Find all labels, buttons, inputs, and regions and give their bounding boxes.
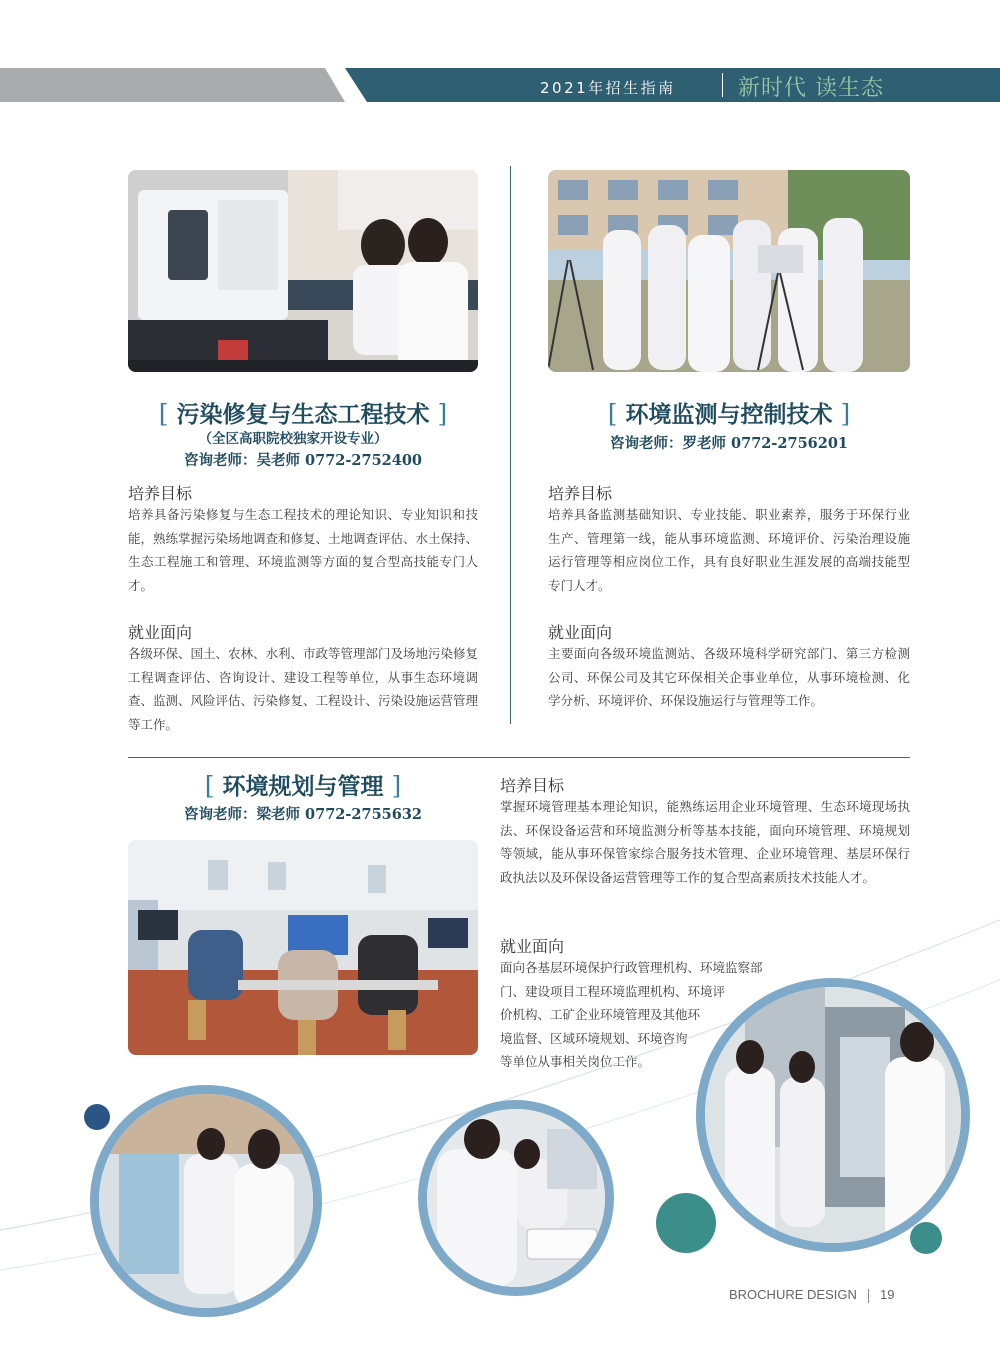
decorative-dot-teal-large: [656, 1193, 716, 1253]
header-year-title: 2021年招生指南: [540, 79, 676, 97]
page-number: 19: [880, 1287, 895, 1302]
employment-line: 门、建设项目工程环境监理机构、环境评: [500, 983, 726, 999]
program1-goal-text: 培养具备污染修复与生态工程技术的理论知识、专业知识和技能，熟练掌握污染场地调查和修复、土地调查评估、水土保持、生态工程施工和管理、环境监测等方面的复合型高技能专门人才。: [128, 507, 479, 593]
program1-title-text: 污染修复与生态工程技术: [176, 401, 430, 428]
program1-employment-heading: 就业面向: [128, 623, 193, 642]
program3-title: [ 环境规划与管理 ]: [204, 771, 402, 800]
program2-employment-text: 主要面向各级环境监测站、各级环境科学研究部门、第三方检测公司、环保公司及其它环保相关企事业单位，从事环境检测、化学分析、环境评价、环保设施运行与管理等工作。: [548, 646, 910, 708]
circle-photo-equipment: [696, 978, 970, 1252]
program2-employment-heading: 就业面向: [548, 623, 613, 642]
circle-photo-demo: [90, 1085, 322, 1317]
program2-contact: 咨询老师：罗老师 0772-2756201: [609, 435, 849, 452]
decorative-dot-navy: [84, 1104, 110, 1130]
section-divider: [128, 757, 910, 758]
footer-separator: [868, 1289, 869, 1303]
column-divider: [510, 166, 511, 724]
field-monitoring-photo: [548, 170, 910, 372]
program3-goal-text: 掌握环境管理基本理论知识，能熟练运用企业环境管理、生态环境现场执法、环保设备运营和环境监测分析等基本技能，面向环境管理、环境规划等领域，能从事环保管家综合服务技术管理、企业环境管理、基层环保行政执法以及环保设备运营管理等工作的复合型高素质技术技能人才。: [500, 799, 910, 885]
program1-goal-heading: 培养目标: [128, 484, 193, 503]
program1-subtitle: （全区高职院校独家开设专业）: [198, 431, 388, 447]
program2-title: [ 环境监测与控制技术 ]: [607, 399, 851, 428]
program2-goal-text: 培养具备监测基础知识、专业技能、职业素养，服务于环保行业生产、管理第一线，能从事环境监测、环境评价、污染治理设施运行管理等相应岗位工作，具有良好职业生涯发展的高端技能型专门人才。: [548, 507, 910, 593]
program1-title: [ 污染修复与生态工程技术 ]: [158, 399, 448, 428]
lab-instrument-photo: [128, 170, 478, 372]
program3-employment-heading: 就业面向: [500, 937, 565, 956]
circle-photo-lab: [418, 1100, 614, 1296]
employment-line: 境监督、区域环境规划、环境咨询: [500, 1030, 688, 1046]
program1-contact: 咨询老师：吴老师 0772-2752400: [183, 452, 423, 469]
employment-line: 等单位从事相关岗位工作。: [500, 1054, 651, 1069]
program3-contact: 咨询老师：梁老师 0772-2755632: [183, 806, 423, 823]
employment-line: 面向各基层环境保护行政管理机构、环境监察部: [500, 960, 763, 975]
employment-line: 价机构、工矿企业环境管理及其他环: [500, 1007, 701, 1022]
program2-title-text: 环境监测与控制技术: [625, 401, 833, 428]
program3-goal-heading: 培养目标: [500, 776, 565, 795]
program2-goal-heading: 培养目标: [548, 484, 613, 503]
header-separator: [722, 73, 723, 97]
program3-title-text: 环境规划与管理: [222, 773, 384, 800]
header-gray-band: [0, 68, 345, 102]
header-slogan: 新时代 读生态: [738, 76, 884, 101]
program1-employment-text: 各级环保、国土、农林、水利、市政等管理部门及场地污染修复工程调查评估、咨询设计、建设工程等单位，从事生态环境调查、监测、风险评估、污染修复、工程设计、污染设施运营管理等工作。: [128, 646, 479, 732]
footer-label: BROCHURE DESIGN: [729, 1287, 857, 1302]
decorative-dot-teal-small: [910, 1222, 942, 1254]
